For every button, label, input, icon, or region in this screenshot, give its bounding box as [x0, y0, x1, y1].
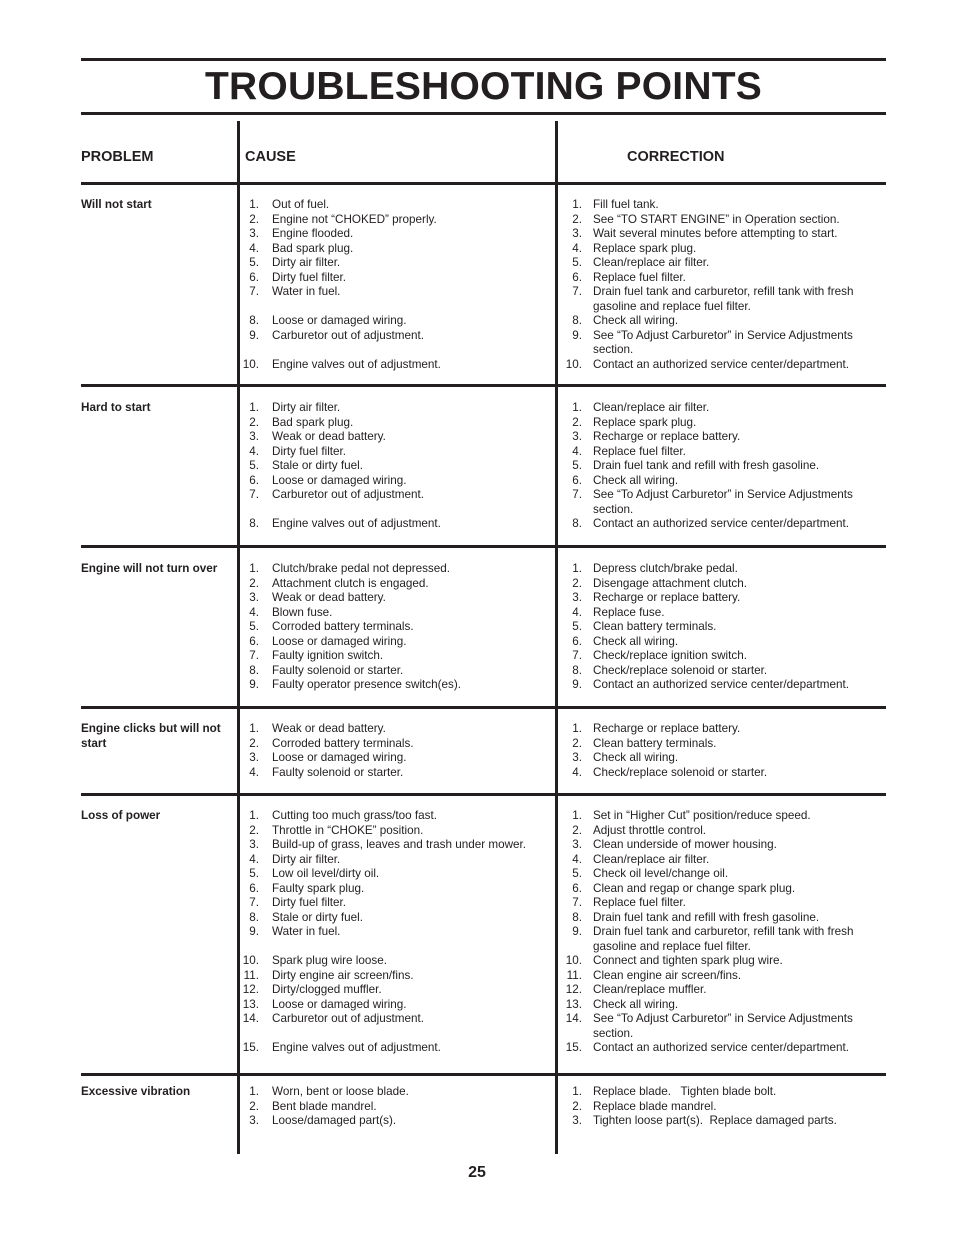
- cause-item: 2. Bad spark plug.: [249, 415, 354, 429]
- correction-item: 12. Clean/replace muffler.: [565, 983, 707, 996]
- correction-item: 6. Clean and regap or change spark plug.: [572, 881, 796, 895]
- correction-item: 6. Check all wiring.: [572, 473, 679, 487]
- correction-item: 4. Replace fuse.: [572, 605, 665, 619]
- problem-engine-will-not-turn-over: Engine will not turn over: [81, 562, 218, 575]
- correction-item: 4. Replace fuel filter.: [572, 444, 686, 458]
- problem-engine-clicks-but-will-not-start: Engine clicks but will not start: [81, 722, 221, 750]
- correction-item: 2. See “TO START ENGINE” in Operation section.: [572, 212, 840, 226]
- cause-item: 5. Corroded battery terminals.: [249, 620, 414, 633]
- cause-item: 6. Loose or damaged wiring.: [249, 634, 407, 648]
- cause-item: 2. Bent blade mandrel.: [249, 1099, 377, 1113]
- cause-item: 3. Loose/damaged part(s).: [249, 1114, 397, 1127]
- correction-item: 8. Check/replace solenoid or starter.: [572, 663, 768, 677]
- correction-item: 7. Replace fuel filter.: [572, 896, 686, 909]
- correction-item: 2. Replace spark plug.: [572, 415, 697, 429]
- page-title: TROUBLESHOOTING POINTS: [205, 65, 762, 108]
- cause-item: 7. Faulty ignition switch.: [249, 649, 384, 662]
- section-divider-rule: [81, 706, 886, 709]
- cause-item: 9. Faulty operator presence switch(es).: [249, 678, 462, 691]
- correction-list: [562, 809, 880, 1056]
- cause-list: [241, 401, 547, 532]
- correction-item: 4. Check/replace solenoid or starter.: [572, 765, 768, 779]
- cause-item: 1. Worn, bent or loose blade.: [249, 1085, 409, 1098]
- cause-item: 14. Carburetor out of adjustment.: [242, 1012, 425, 1025]
- header-correction: CORRECTION: [627, 149, 725, 165]
- cause-item: 10. Spark plug wire loose.: [242, 954, 387, 967]
- cause-item: 1. Out of fuel.: [249, 198, 330, 211]
- top-rule: [81, 58, 886, 61]
- header-divider-rule: [81, 182, 886, 185]
- correction-item: 7. Drain fuel tank and carburetor, refill tank with fresh gasoline and replace fuel filter.: [572, 285, 854, 313]
- cause-item: 2. Corroded battery terminals.: [249, 736, 414, 750]
- correction-item: 8. Contact an authorized service center/department.: [572, 517, 849, 530]
- cause-item: 1. Cutting too much grass/too fast.: [249, 809, 438, 822]
- correction-item: 7. Check/replace ignition switch.: [572, 649, 747, 662]
- cause-item: 1. Weak or dead battery.: [249, 722, 386, 735]
- problem-excessive-vibration: Excessive vibration: [81, 1085, 191, 1098]
- cause-item: 9. Water in fuel.: [249, 925, 341, 938]
- problem-loss-of-power: Loss of power: [81, 809, 161, 822]
- cause-item: 9. Carburetor out of adjustment.: [249, 328, 425, 342]
- correction-item: 14. See “To Adjust Carburetor” in Service Adjustments section.: [565, 1012, 853, 1040]
- correction-item: 2. Disengage attachment clutch.: [572, 576, 747, 590]
- cause-item: 7. Water in fuel.: [249, 285, 341, 298]
- cause-item: 8. Stale or dirty fuel.: [249, 910, 363, 924]
- correction-item: 13. Check all wiring.: [565, 997, 679, 1011]
- cause-list: [241, 809, 547, 1056]
- header-cause: CAUSE: [245, 149, 296, 165]
- correction-list: [562, 198, 880, 372]
- correction-item: 3. Tighten loose part(s). Replace damaged parts.: [572, 1114, 837, 1127]
- correction-item: 2. Replace blade mandrel.: [572, 1099, 717, 1113]
- title-underline-rule: [81, 112, 886, 115]
- cause-item: 3. Loose or damaged wiring.: [249, 751, 407, 764]
- cause-item: 11. Dirty engine air screen/fins.: [243, 968, 414, 982]
- correction-item: 3. Clean underside of mower housing.: [572, 838, 777, 851]
- correction-item: 3. Recharge or replace battery.: [572, 591, 741, 604]
- cause-item: 3. Weak or dead battery.: [249, 591, 386, 604]
- cause-item: 5. Low oil level/dirty oil.: [249, 867, 380, 880]
- column-divider-problem-cause: [237, 121, 240, 1154]
- cause-item: 5. Dirty air filter.: [249, 256, 341, 269]
- correction-item: 6. Replace fuel filter.: [572, 270, 686, 284]
- cause-item: 2. Throttle in “CHOKE” position.: [249, 823, 424, 837]
- correction-item: 2. Clean battery terminals.: [572, 736, 717, 750]
- cause-item: 8. Engine valves out of adjustment.: [249, 517, 441, 530]
- correction-item: 5. Drain fuel tank and refill with fresh gasoline.: [572, 459, 820, 472]
- cause-item: 7. Dirty fuel filter.: [249, 896, 347, 909]
- cause-item: 3. Engine flooded.: [249, 227, 354, 240]
- cause-item: 6. Loose or damaged wiring.: [249, 473, 407, 487]
- cause-item: 4. Blown fuse.: [249, 605, 333, 619]
- cause-list: [241, 198, 547, 372]
- correction-item: 9. See “To Adjust Carburetor” in Service Adjustments section.: [572, 328, 853, 356]
- cause-list: [241, 1085, 547, 1129]
- correction-item: 8. Check all wiring.: [572, 314, 679, 327]
- correction-item: 1. Replace blade. Tighten blade bolt.: [572, 1085, 777, 1098]
- cause-item: 4. Dirty air filter.: [249, 852, 341, 866]
- header-problem: PROBLEM: [81, 149, 154, 165]
- section-divider-rule: [81, 1073, 886, 1076]
- correction-item: 5. Check oil level/change oil.: [572, 867, 729, 880]
- column-divider-cause-correction: [555, 121, 558, 1154]
- cause-item: 3. Weak or dead battery.: [249, 430, 386, 443]
- cause-item: 3. Build-up of grass, leaves and trash under mower.: [249, 838, 527, 851]
- correction-list: [562, 562, 880, 693]
- correction-item: 5. Clean battery terminals.: [572, 620, 717, 633]
- page-number: 25: [468, 1164, 486, 1181]
- correction-item: 2. Adjust throttle control.: [572, 823, 707, 837]
- correction-item: 1. Recharge or replace battery.: [572, 722, 741, 735]
- correction-item: 3. Check all wiring.: [572, 751, 679, 764]
- cause-item: 1. Dirty air filter.: [249, 401, 341, 414]
- cause-item: 6. Dirty fuel filter.: [249, 270, 347, 284]
- correction-item: 1. Depress clutch/brake pedal.: [572, 562, 738, 575]
- cause-item: 7. Carburetor out of adjustment.: [249, 488, 425, 501]
- problem-will-not-start: Will not start: [81, 198, 152, 211]
- correction-list: [562, 1085, 880, 1129]
- section-divider-rule: [81, 793, 886, 796]
- correction-item: 3. Wait several minutes before attempting to start.: [572, 227, 838, 240]
- cause-list: [241, 562, 547, 693]
- cause-item: 13. Loose or damaged wiring.: [242, 997, 407, 1011]
- correction-item: 9. Contact an authorized service center/department.: [572, 678, 849, 691]
- cause-item: 15. Engine valves out of adjustment.: [242, 1041, 441, 1054]
- correction-item: 1. Clean/replace air filter.: [572, 401, 710, 414]
- correction-item: 8. Drain fuel tank and refill with fresh gasoline.: [572, 910, 820, 924]
- correction-item: 11. Clean engine air screen/fins.: [566, 968, 742, 982]
- correction-item: 6. Check all wiring.: [572, 634, 679, 648]
- correction-item: 4. Clean/replace air filter.: [572, 852, 710, 866]
- correction-item: 9. Drain fuel tank and carburetor, refill tank with fresh gasoline and replace fuel filter.: [572, 925, 854, 953]
- correction-item: 5. Clean/replace air filter.: [572, 256, 710, 269]
- correction-list: [562, 401, 880, 532]
- problem-hard-to-start: Hard to start: [81, 401, 151, 414]
- cause-item: 12. Dirty/clogged muffler.: [242, 983, 382, 996]
- cause-item: 1. Clutch/brake pedal not depressed.: [249, 562, 451, 575]
- cause-list: [241, 722, 547, 780]
- correction-item: 3. Recharge or replace battery.: [572, 430, 741, 443]
- correction-item: 10. Contact an authorized service center/department.: [565, 357, 849, 371]
- cause-item: 8. Loose or damaged wiring.: [249, 314, 407, 327]
- cause-item: 2. Attachment clutch is engaged.: [249, 576, 429, 590]
- correction-item: 1. Fill fuel tank.: [572, 198, 659, 211]
- cause-item: 4. Dirty fuel filter.: [249, 444, 347, 458]
- correction-item: 7. See “To Adjust Carburetor” in Service Adjustments section.: [572, 488, 853, 516]
- correction-item: 10. Connect and tighten spark plug wire.: [565, 954, 783, 967]
- cause-item: 8. Faulty solenoid or starter.: [249, 663, 404, 677]
- section-divider-rule: [81, 545, 886, 548]
- cause-item: 6. Faulty spark plug.: [249, 881, 365, 895]
- correction-item: 1. Set in “Higher Cut” position/reduce speed.: [572, 809, 811, 822]
- correction-item: 4. Replace spark plug.: [572, 241, 697, 255]
- cause-item: 4. Bad spark plug.: [249, 241, 354, 255]
- cause-item: 4. Faulty solenoid or starter.: [249, 765, 404, 779]
- cause-item: 10. Engine valves out of adjustment.: [242, 357, 441, 371]
- correction-item: 15. Contact an authorized service center/department.: [565, 1041, 849, 1054]
- correction-list: [562, 722, 880, 780]
- cause-item: 5. Stale or dirty fuel.: [249, 459, 363, 472]
- cause-item: 2. Engine not “CHOKED” properly.: [249, 212, 437, 226]
- section-divider-rule: [81, 384, 886, 387]
